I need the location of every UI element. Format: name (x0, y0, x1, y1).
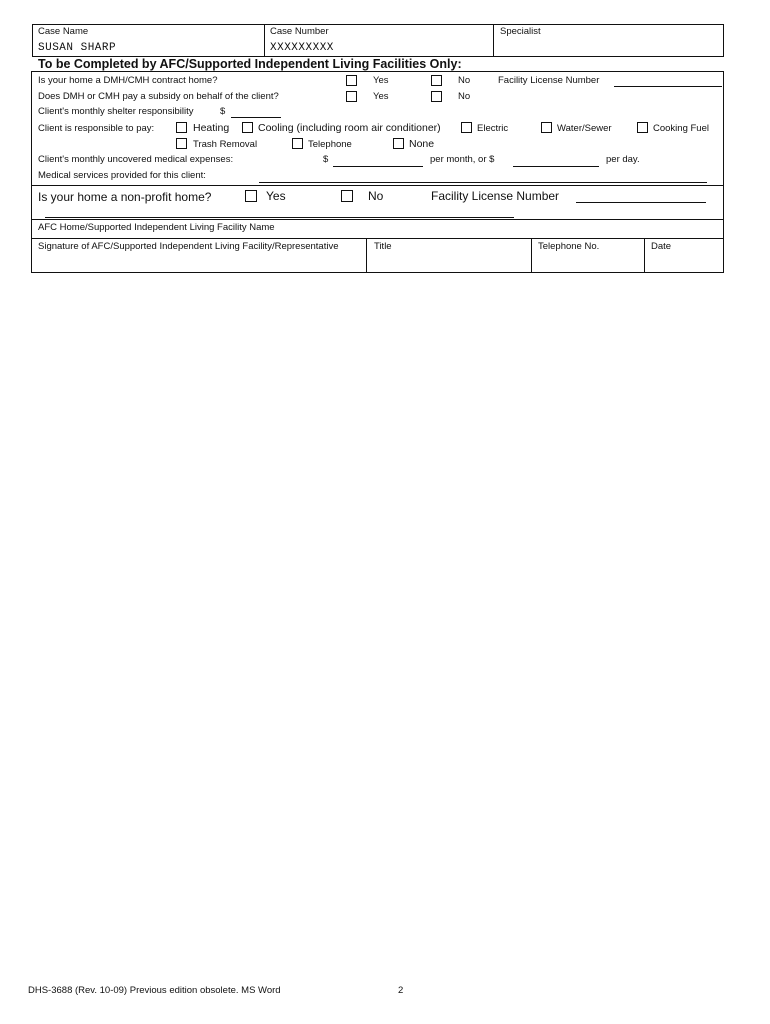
medical-per-month-field[interactable] (333, 166, 423, 167)
electric-checkbox[interactable] (461, 122, 472, 133)
header-divider-1 (264, 24, 265, 57)
case-number-value[interactable]: XXXXXXXXX (270, 42, 334, 54)
medical-expenses-label: Client's monthly uncovered medical expenses: (38, 154, 234, 165)
facility-license-field[interactable] (614, 86, 722, 87)
none-label: None (409, 138, 435, 150)
responsible-to-pay-label: Client is responsible to pay: (38, 123, 155, 134)
signature-divider-1 (366, 238, 367, 273)
signature-divider-3 (644, 238, 645, 273)
dmh-subsidy-question: Does DMH or CMH pay a subsidy on behalf of the client? (38, 91, 279, 102)
cooking-fuel-checkbox[interactable] (637, 122, 648, 133)
dmh-contract-question: Is your home a DMH/CMH contract home? (38, 75, 218, 86)
shelter-responsibility-label: Client's monthly shelter responsibility (38, 106, 194, 117)
per-day-label: per day. (606, 154, 640, 165)
case-name-value[interactable]: SUSAN SHARP (38, 42, 117, 54)
heating-label: Heating (193, 122, 230, 134)
cooking-fuel-label: Cooking Fuel (653, 123, 709, 134)
nonprofit-no-label: No (368, 189, 384, 203)
electric-label: Electric (477, 123, 509, 134)
signature-row-top (31, 238, 724, 239)
dmh-contract-yes-label: Yes (373, 75, 389, 86)
water-sewer-label: Water/Sewer (557, 123, 612, 134)
header-divider-2 (493, 24, 494, 57)
water-sewer-checkbox[interactable] (541, 122, 552, 133)
cooling-label: Cooling (including room air conditioner) (258, 122, 441, 134)
medical-per-day-field[interactable] (513, 166, 599, 167)
trash-removal-checkbox[interactable] (176, 138, 187, 149)
trash-removal-label: Trash Removal (193, 139, 258, 150)
nonprofit-yes-label: Yes (266, 189, 286, 203)
facility-license-label: Facility License Number (498, 75, 600, 86)
shelter-amount-field[interactable] (231, 117, 281, 118)
nonprofit-yes-checkbox[interactable] (245, 190, 257, 202)
telephone-label: Telephone (308, 139, 352, 150)
case-number-label: Case Number (270, 26, 329, 37)
page-number: 2 (398, 985, 404, 996)
facility-name-field[interactable] (45, 217, 514, 218)
dmh-contract-no-label: No (458, 75, 471, 86)
cooling-checkbox[interactable] (242, 122, 253, 133)
nonprofit-facility-license-label: Facility License Number (431, 189, 560, 203)
telephone-checkbox[interactable] (292, 138, 303, 149)
nonprofit-separator (31, 185, 724, 186)
dmh-contract-yes-checkbox[interactable] (346, 75, 357, 86)
date-label: Date (651, 241, 672, 252)
dmh-subsidy-no-checkbox[interactable] (431, 91, 442, 102)
dmh-subsidy-yes-label: Yes (373, 91, 389, 102)
telephone-no-label: Telephone No. (538, 241, 600, 252)
nonprofit-no-checkbox[interactable] (341, 190, 353, 202)
nonprofit-facility-license-field[interactable] (576, 202, 706, 203)
form-id-footer: DHS-3688 (Rev. 10-09) Previous edition obsolete. MS Word (28, 985, 281, 996)
shelter-dollar-sign: $ (220, 106, 226, 117)
medical-services-label: Medical services provided for this client: (38, 170, 206, 181)
per-month-label: per month, or $ (430, 154, 495, 165)
section-title: To be Completed by AFC/Supported Independent Living Facilities Only: (38, 57, 462, 71)
case-name-label: Case Name (38, 26, 89, 37)
medical-expenses-dollar: $ (323, 154, 329, 165)
none-checkbox[interactable] (393, 138, 404, 149)
signature-label: Signature of AFC/Supported Independent Living Facility/Representative (38, 241, 339, 252)
facility-name-label: AFC Home/Supported Independent Living Facility Name (38, 222, 275, 233)
dmh-subsidy-no-label: No (458, 91, 471, 102)
case-header-box (32, 24, 724, 57)
specialist-label: Specialist (500, 26, 541, 37)
medical-services-field[interactable] (259, 182, 707, 183)
signature-divider-2 (531, 238, 532, 273)
nonprofit-question: Is your home a non-profit home? (38, 190, 212, 204)
heating-checkbox[interactable] (176, 122, 187, 133)
dmh-subsidy-yes-checkbox[interactable] (346, 91, 357, 102)
dmh-contract-no-checkbox[interactable] (431, 75, 442, 86)
title-label: Title (374, 241, 392, 252)
facility-name-separator (31, 219, 724, 220)
